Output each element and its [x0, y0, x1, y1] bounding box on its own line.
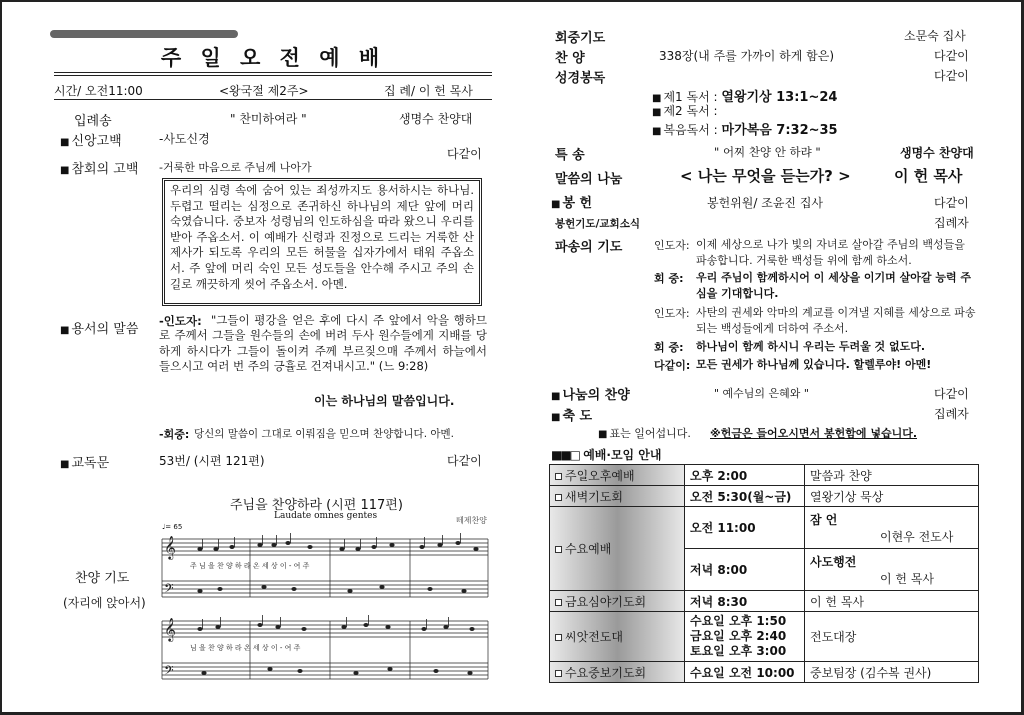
- sending-text-2: 우리 주님이 함께하시어 이 세상을 이기며 살아갈 능력 주심을 기대합니다.: [696, 271, 972, 300]
- table-row: [550, 507, 979, 549]
- hymn-label: 찬 양: [555, 51, 585, 66]
- schedule-time: 저녁 8:00: [685, 549, 805, 591]
- sending-speaker-5: 다같이:: [654, 359, 691, 372]
- bullet-icon: ■: [60, 137, 70, 148]
- schedule-desc: 사도행전 이 헌 목사: [805, 549, 979, 591]
- sermon-label: 말씀의 나눔: [555, 172, 623, 187]
- svg-text:𝄢: 𝄢: [164, 663, 174, 681]
- entrance-label: 입례송: [74, 114, 112, 129]
- sending-speaker-2: 회 중:: [654, 272, 684, 285]
- pardon-lead: -인도자:: [159, 314, 202, 328]
- service-time: 시간/ 오전11:00: [54, 84, 143, 98]
- schedule-time: 수요일 오전 10:00: [685, 662, 805, 683]
- schedule-name: 수요예배: [550, 507, 685, 591]
- sermon-who: 이 헌 목사: [894, 167, 963, 185]
- schedule-time: 수요일 오후 1:50 금요일 오후 2:40 토요일 오후 3:00: [685, 612, 805, 662]
- sending-text-4: 하나님이 함께 하시니 우리는 두려울 것 없도다.: [696, 340, 926, 353]
- reading-line-3: ■ 복음독서 : 마가복음 7:32~35: [652, 123, 838, 138]
- schedule-table: [549, 464, 979, 683]
- hymn-title: 주님을 찬양하라 (시편 117편): [230, 498, 403, 513]
- reading-line-1: ■ 제1 독서 : 열왕기상 13:1~24: [652, 90, 838, 105]
- sending-text-1: 이제 세상으로 나가 빛의 자녀로 살아갈 주님의 백성들을 파송합니다. 거룩한 백성들 위에 함께 하소서.: [696, 238, 965, 267]
- bullet-icon: ■: [652, 126, 662, 137]
- bullet-icon: ■: [551, 199, 561, 210]
- svg-text:𝄞: 𝄞: [164, 617, 176, 641]
- schedule-name: 수요중보기도회: [550, 662, 685, 683]
- sermon-title: < 나는 무엇을 듣는가? >: [680, 167, 851, 185]
- hymn-who: 다같이: [934, 49, 969, 63]
- table-row: [550, 486, 979, 507]
- hymn-subtitle: Laudate omnes gentes: [274, 511, 378, 521]
- offering-detail: 봉헌위원/ 조윤진 집사: [707, 196, 824, 210]
- svg-text:𝄞: 𝄞: [164, 535, 176, 559]
- rep-prayer-label: 회중기도: [555, 31, 606, 46]
- creed-row: ■ 신앙고백: [60, 134, 122, 149]
- title-rule: [54, 72, 492, 76]
- schedule-title: ■■□ 예배·모임 안내: [551, 448, 662, 462]
- offering-who: 다같이: [934, 196, 969, 210]
- checkbox-icon: [555, 473, 562, 480]
- pardon-text: "그들이 평강을 얻은 후에 다시 주 앞에서 악을 행하므로 주께서 그들을 원수들의 손에 버려 두사 원수들에게 지배를 당하게 하시다가 그들이 돌이켜 주께 부르짖으매 주께서 하늘에서 들으시고 여러 번 주의 긍휼로 건져내시고." (느 9:28): [159, 313, 487, 374]
- season-label: <왕국절 제2주>: [219, 84, 309, 98]
- pardon-response-lead: -회중:: [159, 428, 190, 441]
- responsive-row: ■ 교독문: [60, 456, 110, 471]
- top-bar-decoration: [50, 30, 238, 38]
- hymn-composer: 떼제찬양: [456, 516, 487, 525]
- page-title: 주 일 오 전 예 배: [160, 46, 386, 70]
- notice-offering: ※헌금은 들어오시면서 봉헌함에 넣습니다.: [710, 427, 918, 440]
- offering-prayer-label: 봉헌기도/교회소식: [555, 218, 640, 230]
- bullet-icon: ■: [652, 107, 662, 118]
- confession-row: ■ 참회의 고백: [60, 162, 139, 177]
- checkbox-icon: [555, 634, 562, 641]
- special-detail: " 어찌 찬양 안 하랴 ": [714, 145, 821, 159]
- sung-prayer-label: 찬양 기도: [75, 571, 130, 586]
- entrance-song: " 찬미하여라 ": [230, 112, 307, 126]
- hymn-detail: 338장(내 주를 가까이 하게 함은): [659, 49, 835, 63]
- pardon-closing: 이는 하나님의 말씀입니다.: [314, 394, 455, 408]
- schedule-name: 금요심야기도회: [550, 591, 685, 612]
- table-row: [550, 612, 979, 662]
- confession-who: 다같이: [447, 147, 482, 161]
- sending-speaker-4: 회 중:: [654, 341, 684, 354]
- reading-who: 다같이: [934, 69, 969, 83]
- schedule-desc: 열왕기상 묵상: [805, 486, 979, 507]
- svg-text:𝄢: 𝄢: [164, 581, 174, 599]
- special-who: 생명수 찬양대: [900, 146, 974, 160]
- schedule-desc: 잠 언 이현우 전도사: [805, 507, 979, 549]
- hymn-lyrics-line-2: 님 을 찬 양 하 라 온 세 상 이 - 여 주: [190, 644, 301, 652]
- sending-speaker-1: 인도자:: [654, 239, 690, 252]
- special-label: 특 송: [555, 148, 585, 163]
- table-row: [550, 591, 979, 612]
- schedule-desc: 중보팀장 (김수복 권사): [805, 662, 979, 683]
- closing-hymn-row: ■ 나눔의 찬양: [551, 388, 630, 403]
- responsive-detail: 53번/ (시편 121편): [159, 454, 265, 468]
- service-leader: 집 례/ 이 헌 목사: [384, 84, 473, 98]
- hymn-lyrics-line-1: 주 님 을 찬 양 하 라 온 세 상 이 - 여 주: [190, 562, 310, 570]
- offering-prayer-who: 집례자: [934, 216, 969, 230]
- notice-stand: ■ 표는 일어섭니다.: [598, 427, 691, 440]
- schedule-title-decoration: ■■□: [551, 448, 580, 462]
- schedule-desc: 말씀과 찬양: [805, 465, 979, 486]
- bullet-icon: ■: [551, 412, 561, 423]
- schedule-time: 오전 5:30(월~금): [685, 486, 805, 507]
- hymn-tempo: ♩= 65: [162, 523, 183, 531]
- bullet-icon: ■: [60, 165, 70, 176]
- schedule-name: 주일오후예배: [550, 465, 685, 486]
- schedule-name: 새벽기도회: [550, 486, 685, 507]
- hymn-score: [160, 519, 490, 687]
- schedule-time: 오전 11:00: [685, 507, 805, 549]
- checkbox-icon: [555, 546, 562, 553]
- creed-detail: -사도신경: [159, 132, 210, 146]
- schedule-time: 저녁 8:30: [685, 591, 805, 612]
- bullet-icon: ■: [551, 391, 561, 402]
- responsive-who: 다같이: [447, 454, 482, 468]
- reading-line-2: ■ 제2 독서 :: [652, 104, 718, 118]
- table-row: [550, 465, 979, 486]
- closing-hymn-who: 다같이: [934, 387, 969, 401]
- rep-prayer-who: 소문숙 집사: [904, 29, 966, 43]
- confession-text-box: 우리의 심령 속에 숨어 있는 죄성까지도 용서하시는 하나님. 두렵고 떨리는 심정으로 존귀하신 하나님의 제단 앞에 머리 숙였습니다. 중보자 성령님의 인도하심을 따라 왔으니 우리를 받아 주옵소서. 이 예배가 신령과 진정으로 드리는 거룩한 산제사가 되도록 우리의 모든 허물을 십자가에서 태워 주옵소서. 주 앞에 머리 숙인 모든 성도들을 안수해 주시고 주의 손길로 깨끗하게 씻어 주옵소서. 아멘.: [162, 178, 482, 306]
- schedule-name: 씨앗전도대: [550, 612, 685, 662]
- bullet-icon: ■: [598, 429, 608, 440]
- blessing-who: 집례자: [934, 407, 969, 421]
- bullet-icon: ■: [652, 93, 662, 104]
- reading-label: 성경봉독: [555, 71, 606, 86]
- bullet-icon: ■: [60, 459, 70, 470]
- entrance-who: 생명수 찬양대: [399, 112, 473, 126]
- schedule-desc: 이 헌 목사: [805, 591, 979, 612]
- pardon-response: 당신의 말씀이 그대로 이뤄짐을 믿으며 찬양합니다. 아멘.: [194, 428, 454, 440]
- table-row: [550, 662, 979, 683]
- checkbox-icon: [555, 494, 562, 501]
- blessing-row: ■ 축 도: [551, 409, 593, 424]
- schedule-time: 오후 2:00: [685, 465, 805, 486]
- confession-detail: -거룩한 마음으로 주님께 나아가: [159, 161, 312, 174]
- closing-hymn-detail: " 예수님의 은혜와 ": [714, 387, 809, 400]
- sending-text-3: 사탄의 권세와 악마의 계교를 이겨낼 지혜를 세상으로 파송되는 백성들에게 더하여 주소서.: [696, 306, 976, 335]
- sending-speaker-3: 인도자:: [654, 307, 690, 320]
- checkbox-icon: [555, 599, 562, 606]
- sending-text-5: 모든 권세가 하나님께 있습니다. 할렐루야! 아멘!: [696, 358, 932, 371]
- bullet-icon: ■: [60, 325, 70, 336]
- offering-row: ■ 봉 헌: [551, 196, 593, 211]
- checkbox-icon: [555, 670, 562, 677]
- header-rule: [54, 99, 492, 100]
- sending-label: 파송의 기도: [555, 240, 623, 255]
- pardon-row: ■ 용서의 말씀: [60, 322, 139, 337]
- sung-prayer-note: (자리에 앉아서): [63, 596, 146, 610]
- schedule-desc: 전도대장: [805, 612, 979, 662]
